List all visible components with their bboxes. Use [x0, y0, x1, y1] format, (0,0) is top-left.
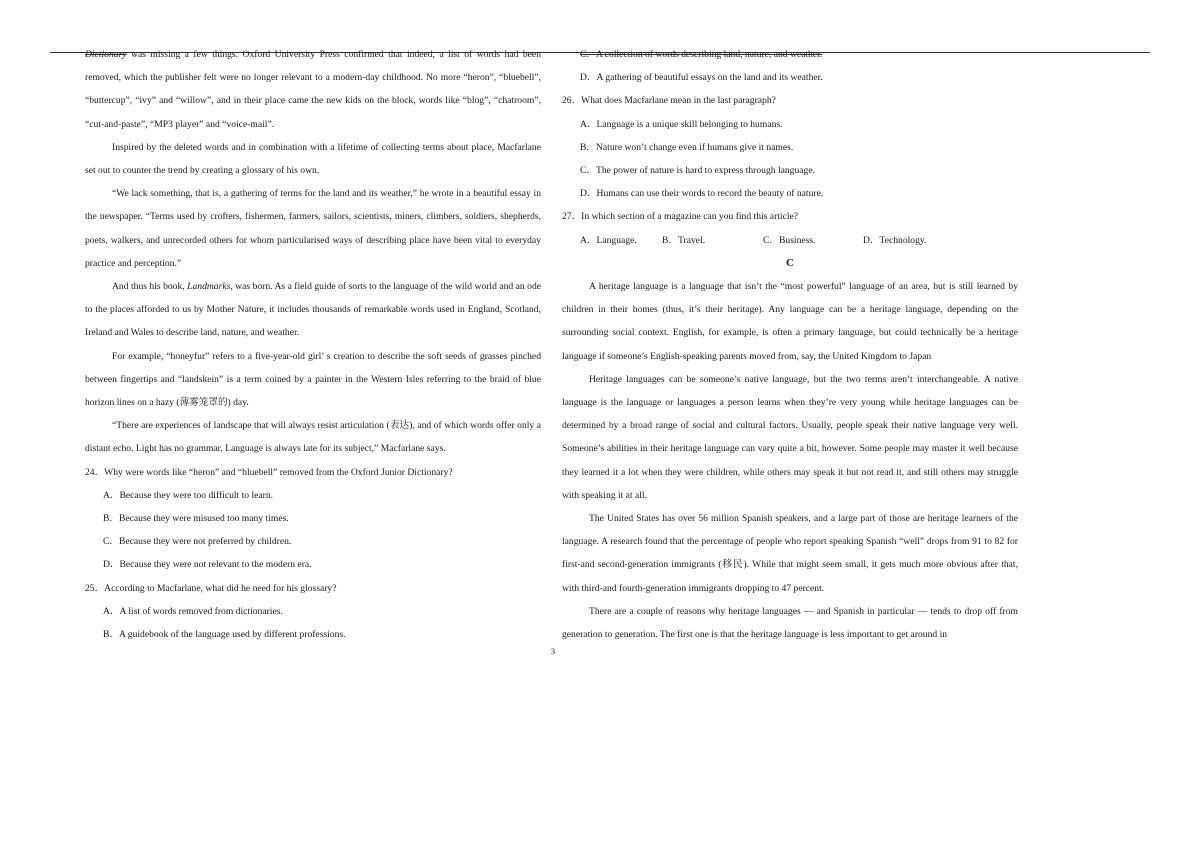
- paragraph-quote: “We lack something, that is, a gathering of terms for the land and its weather,” he wrote in a beautiful essay in the newspaper. “Terms used by crofters, fishermen, farmers, sailors, scientists, miners, climbers, soldiers, shepherds, poets, walkers, and unrecorded others for whom particularised ways of describing place have been vital to everyday practice and perception.”: [85, 188, 541, 269]
- question-26-option-d: D．Humans can use their words to record the beauty of nature.: [580, 188, 824, 200]
- paragraph-inspired: Inspired by the deleted words and in combination with a lifetime of collecting terms about place, Macfarlane set out to counter the trend by creating a glossary of his own.: [85, 141, 541, 177]
- paragraph-articulation: “There are experiences of landscape that will always resist articulation (表达), and of which words offer only a distant echo. Light has no grammar. Language is always late for its subject,” Macfarlane says.: [85, 420, 541, 455]
- paragraph-example: For example, “honeyfur” refers to a five-year-old girl’ s creation to describe the soft seeds of grasses pinched between fingertips and “landskein” is a term coined by a painter in the Western Isles referring to the braid of blue horizon lines on a hazy (薄雾笼罩的) day.: [85, 350, 541, 409]
- question-24-option-b: B．Because they were misused too many times.: [103, 513, 289, 525]
- question-26-option-b: B．Nature won’t change even if humans give it names.: [580, 141, 794, 153]
- right-column: [562, 43, 1018, 646]
- section-label: C: [786, 256, 794, 269]
- question-24-option-d: D．Because they were not relevant to the modern era.: [103, 559, 312, 571]
- question-26-option-c: C．The power of nature is hard to express through language.: [580, 165, 815, 177]
- continued-paragraph-text: was missing a few things. Oxford University Press confirmed that indeed, a list of words had been removed, which the publisher felt were no longer relevant to a modern-day childhood. No more “heron”, “bluebell”, “buttercup”, “ivy” and “willow”, and in their place came the new kids on the block, words like “blog”, “chatroom”, “cut-and-paste”, “MP3 player” and “voice-mail”.: [85, 49, 541, 130]
- question-27: 27．In which section of a magazine can you find this article?: [562, 211, 799, 223]
- question-25-option-c: C．A collection of words describing land, nature, and weather.: [580, 49, 823, 60]
- paragraph-reasons: There are a couple of reasons why heritage languages — and Spanish in particular — tends to drop off from generation to generation. The first one is that the heritage language is less important to get around in: [562, 605, 1018, 641]
- question-25: 25．According to Macfarlane, what did he need for his glossary?: [85, 582, 337, 594]
- question-24-option-a: A．Because they were too difficult to learn.: [103, 489, 274, 501]
- question-25-option-a: A．A list of words removed from dictionaries.: [103, 605, 283, 617]
- question-25-option-d: D．A gathering of beautiful essays on the land and its weather.: [580, 72, 823, 84]
- italic-dictionary: Dictionary: [85, 49, 127, 60]
- question-27-option-d: D．Technology.: [863, 234, 927, 246]
- paragraph-native-language: Heritage languages can be someone’s native language, but the two terms aren’t interchangeable. A native language is the language or languages a person learns when they’re very young while heritage languages can be determined by a broad range of social and cultural factors. Usually, people speak their native language very well. Someone’s abilities in their heritage language can vary quite a bit, however. Some people may master it well because they learned it a lot when they were children, while others may speak it but not read it, and still others may struggle with speaking it at all.: [562, 373, 1018, 501]
- question-25-option-b: B．A guidebook of the language used by different professions.: [103, 629, 346, 641]
- question-24: 24．Why were words like “heron” and “bluebell” removed from the Oxford Junior Dictionary?: [85, 466, 453, 478]
- question-24-option-c: C．Because they were not preferred by children.: [103, 536, 292, 548]
- page-number: 3: [550, 646, 556, 656]
- question-27-option-b: B．Travel.: [662, 234, 706, 246]
- left-column: [85, 43, 541, 646]
- question-27-option-a: A．Language.: [580, 234, 637, 246]
- paragraph-spanish-speakers: The United States has over 56 million Spanish speakers, and a large part of those are heritage learners of the language. A research found that the percentage of people who report speaking Spanish “well” drops from 91 to 82 for first-and second-generation immigrants (移民). While that might seem small, it gets much more obvious after that, with third-and fourth-generation immigrants dropping to 47 percent.: [562, 513, 1018, 594]
- book-title-landmarks: Landmarks: [187, 281, 231, 293]
- paragraph-landmarks: And thus his book, Landmarks, was born. As a field guide of sorts to the language of the wild world and an ode to the places afforded to us by Mother Nature, it includes thousands of remarkable words used in England, Scotland, Ireland and Wales to describe land, nature, and weather.: [85, 281, 541, 339]
- question-26: 26．What does Macfarlane mean in the last paragraph?: [562, 95, 776, 107]
- paragraph-heritage-definition: A heritage language is a language that isn’t the “most powerful” language of an area, but is still learned by children in their homes (thus, it’s their heritage). Any language can be a heritage language, depending on the surrounding social context. English, for example, is often a primary language, but could technically be a heritage language if someone’s English-speaking parents moved from, say, the United Kingdom to Japan: [562, 281, 1018, 362]
- question-27-options: [562, 229, 1018, 252]
- question-27-option-c: C．Business.: [763, 234, 816, 246]
- continued-paragraph: [85, 43, 541, 136]
- question-26-option-a: A．Language is a unique skill belonging to humans.: [580, 118, 783, 130]
